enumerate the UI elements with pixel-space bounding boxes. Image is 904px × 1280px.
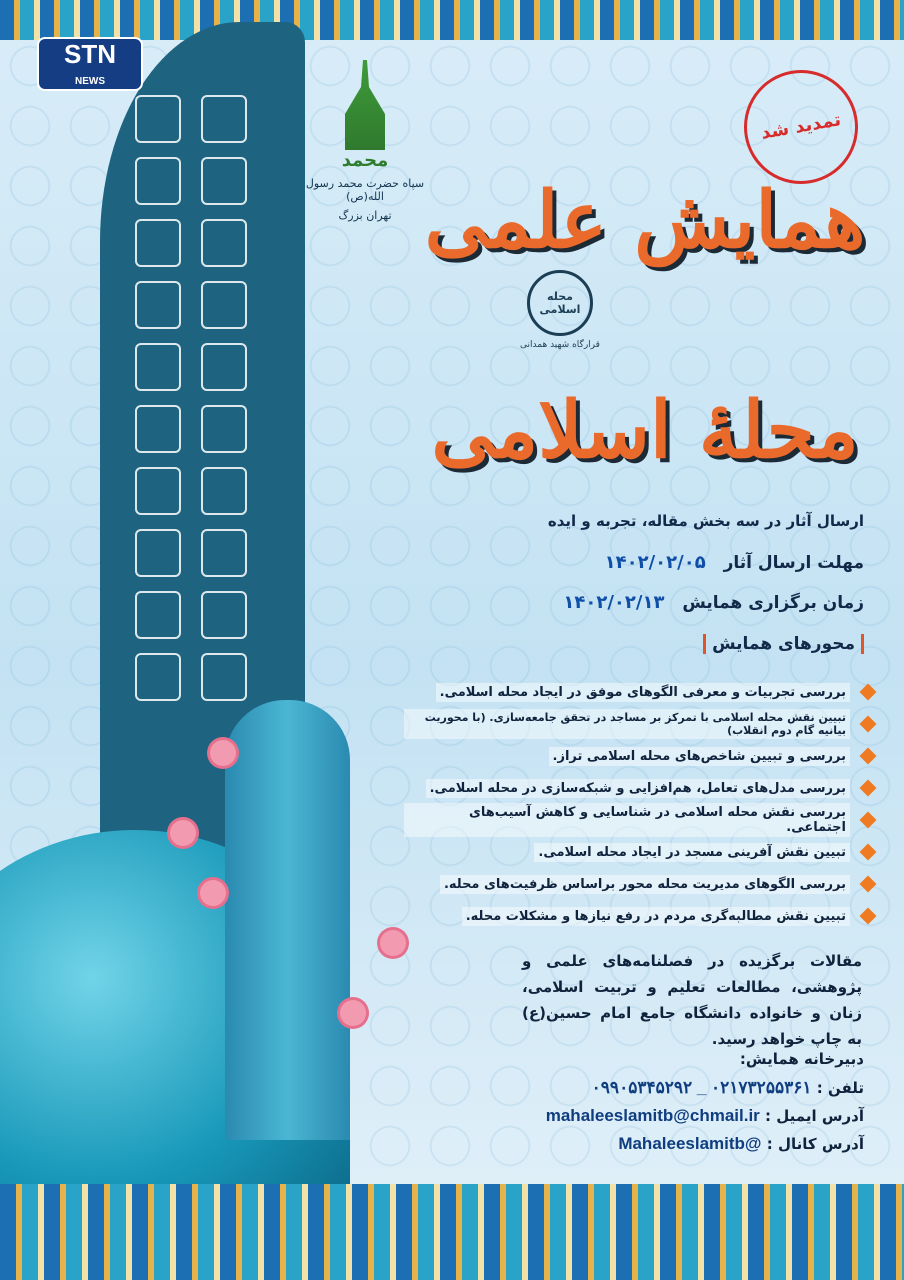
axis-text: تبیین نقش آفرینی مسجد در ایجاد محله اسلامی. bbox=[534, 843, 850, 862]
sponsor-logo-icon bbox=[201, 591, 247, 639]
extended-stamp: تمدید شد bbox=[735, 61, 867, 193]
stn-logo-text: STN bbox=[64, 39, 116, 69]
sepah-logo-subtitle: سپاه حضرت محمد رسول الله(ص) bbox=[305, 177, 425, 203]
sponsor-logo-icon bbox=[201, 95, 247, 143]
sponsor-logo-icon bbox=[201, 281, 247, 329]
bullet-diamond-icon bbox=[860, 780, 877, 797]
axis-text: بررسی نقش محله اسلامی در شناسایی و کاهش آسیب‌های اجتماعی. bbox=[404, 803, 850, 837]
deadline-label: مهلت ارسال آثار bbox=[723, 553, 864, 573]
minaret-icon bbox=[345, 60, 385, 150]
top-tile-border bbox=[0, 0, 904, 40]
channel-label: آدرس کانال : bbox=[766, 1135, 864, 1153]
bullet-diamond-icon bbox=[860, 748, 877, 765]
flower-decoration bbox=[210, 740, 236, 766]
sponsor-logo-icon bbox=[135, 405, 181, 453]
stn-news-logo bbox=[37, 37, 143, 91]
sponsor-logo-icon bbox=[135, 157, 181, 205]
list-item bbox=[404, 804, 874, 836]
email-label: آدرس ایمیل : bbox=[765, 1107, 864, 1125]
list-item bbox=[404, 868, 874, 900]
sponsor-logo-icon bbox=[135, 467, 181, 515]
sponsor-logo-icon bbox=[201, 529, 247, 577]
bullet-diamond-icon bbox=[860, 908, 877, 925]
sponsor-logo-icon bbox=[201, 405, 247, 453]
submission-subtitle: ارسال آثار در سه بخش مقاله، تجربه و ایده bbox=[547, 512, 864, 530]
deadline-date: ۱۴۰۲/۰۲/۰۵ bbox=[604, 552, 706, 573]
list-item bbox=[404, 836, 874, 868]
axis-text: بررسی و تبیین شاخص‌های محله اسلامی تراز. bbox=[549, 747, 850, 766]
sponsor-logo-icon bbox=[201, 653, 247, 701]
phone-value: ۰۲۱۷۳۲۵۵۳۶۱ _ ۰۹۹۰۵۳۴۵۲۹۲ bbox=[591, 1078, 812, 1097]
sponsor-logo-icon bbox=[201, 343, 247, 391]
emblem-ring: محله اسلامی bbox=[527, 270, 593, 336]
flower-decoration bbox=[170, 820, 196, 846]
phone-row bbox=[546, 1078, 864, 1106]
sponsor-logo-icon bbox=[201, 157, 247, 205]
email-row bbox=[546, 1106, 864, 1134]
mahalle-emblem bbox=[515, 270, 605, 350]
axis-text: بررسی تجربیات و معرفی الگوهای موفق در ایجاد محله اسلامی. bbox=[436, 683, 850, 702]
axis-text: بررسی الگوهای مدیریت محله محور براساس ظرفیت‌های محله. bbox=[440, 875, 850, 894]
channel-value: @Mahaleeslamitb bbox=[618, 1134, 762, 1153]
sponsor-logo-icon bbox=[201, 219, 247, 267]
bottom-tile-border bbox=[0, 1184, 904, 1280]
flower-decoration bbox=[200, 880, 226, 906]
sponsor-logo-icon bbox=[135, 281, 181, 329]
minaret-tower-image bbox=[225, 700, 350, 1140]
emblem-caption: قرارگاه شهید همدانی bbox=[520, 340, 600, 350]
sponsor-logo-icon bbox=[135, 219, 181, 267]
axes-list bbox=[404, 676, 874, 932]
poster-title-line2: محلهٔ اسلامی bbox=[431, 385, 859, 476]
flower-decoration bbox=[380, 930, 406, 956]
sepah-logo-region: تهران بزرگ bbox=[338, 209, 392, 222]
email-value: mahaleeslamitb@chmail.ir bbox=[545, 1106, 760, 1125]
event-label: زمان برگزاری همایش bbox=[682, 593, 864, 613]
list-item bbox=[404, 900, 874, 932]
list-item bbox=[404, 676, 874, 708]
sponsor-logo-icon bbox=[135, 343, 181, 391]
sponsor-logo-icon bbox=[135, 95, 181, 143]
phone-label: تلفن : bbox=[816, 1079, 864, 1097]
sponsor-logo-icon bbox=[135, 653, 181, 701]
poster-title-line1: همایش علمی bbox=[424, 175, 866, 266]
axes-heading: محورهای همایش bbox=[703, 634, 864, 654]
event-date: ۱۴۰۲/۰۲/۱۳ bbox=[563, 592, 665, 613]
axis-text: بررسی مدل‌های تعامل، هم‌افزایی و شبکه‌سازی در محله اسلامی. bbox=[426, 779, 850, 798]
bullet-diamond-icon bbox=[860, 844, 877, 861]
sponsor-logos bbox=[128, 95, 253, 701]
contact-heading: دبیرخانه همایش: bbox=[739, 1050, 864, 1068]
list-item bbox=[404, 740, 874, 772]
channel-row bbox=[546, 1134, 864, 1162]
sepah-logo-title: محمد bbox=[341, 150, 389, 171]
axis-text: تبیین نقش مطالبه‌گری مردم در رفع نیازها و مشکلات محله. bbox=[462, 907, 850, 926]
sponsor-logo-icon bbox=[135, 591, 181, 639]
sepah-logo bbox=[290, 60, 440, 222]
list-item bbox=[404, 772, 874, 804]
bullet-diamond-icon bbox=[860, 876, 877, 893]
axis-text: تبیین نقش محله اسلامی با تمرکز بر مساجد در تحقق جامعه‌سازی. (با محوریت بیانیه گام دوم انقلاب) bbox=[404, 709, 850, 739]
sponsor-logo-icon bbox=[201, 467, 247, 515]
event-date-row bbox=[563, 592, 864, 613]
contact-block bbox=[546, 1050, 864, 1162]
deadline-row bbox=[605, 552, 864, 573]
bullet-diamond-icon bbox=[860, 716, 877, 733]
sponsor-logo-icon bbox=[135, 529, 181, 577]
bullet-diamond-icon bbox=[860, 684, 877, 701]
stn-logo-subtext: NEWS bbox=[75, 76, 105, 87]
flower-decoration bbox=[340, 1000, 366, 1026]
publication-note: مقالات برگزیده در فصلنامه‌های علمی و پژوهشی، مطالعات تعلیم و تربیت اسلامی، زنان و خانواده دانشگاه جامع امام حسین(ع) به چاپ خواهد رسید. bbox=[522, 952, 862, 1048]
list-item bbox=[404, 708, 874, 740]
bullet-diamond-icon bbox=[860, 812, 877, 829]
